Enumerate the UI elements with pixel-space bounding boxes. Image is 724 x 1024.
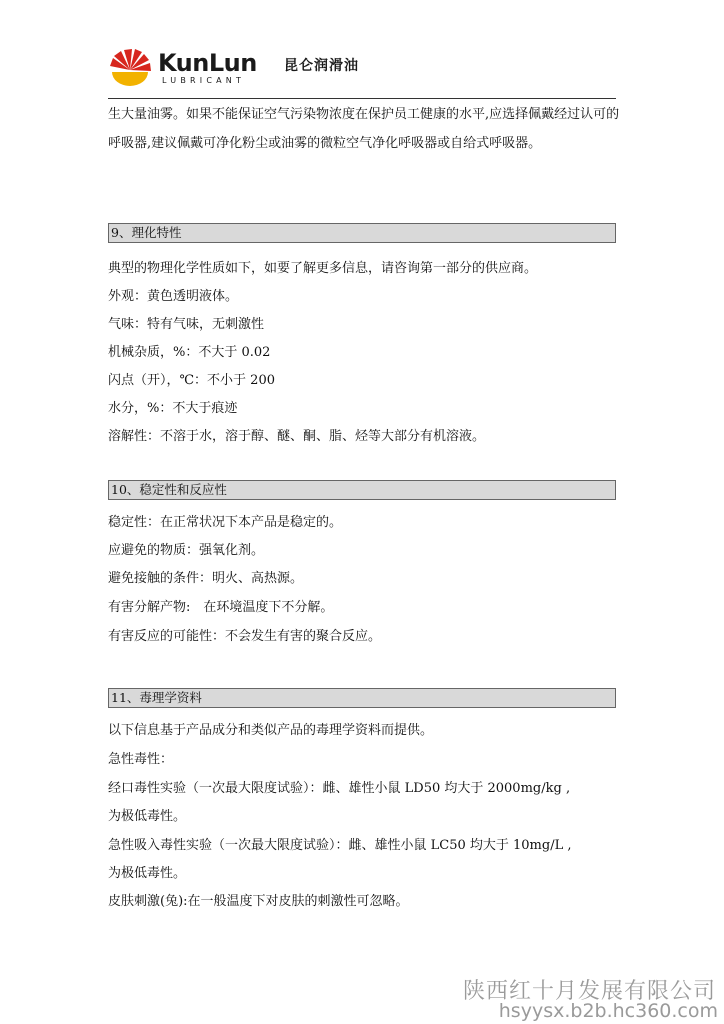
brand-subtitle: LUBRICANT [162,76,246,85]
section-9-line: 气味：特有气味，无刺激性 [108,317,265,332]
intro-paragraph: 生大量油雾。如果不能保证空气污染物浓度在保护员工健康的水平,应选择佩戴经过认可的呼吸器,建议佩戴可净化粉尘或油雾的微粒空气净化呼吸器或自给式呼吸器。 [108,107,620,151]
section-10-line: 稳定性：在正常状况下本产品是稳定的。 [108,515,343,530]
section-11-line: 经口毒性实验（一次最大限度试验）：雌、雄性小鼠 LD50 均大于 2000mg/kg , [108,781,571,796]
document-header [108,46,618,90]
section-10-line: 有害分解产物: 在环境温度下不分解。 [108,600,334,615]
watermark-url: hsyysx.b2b.hc360.com [498,1000,718,1022]
brand-name: KunLun [158,49,257,77]
section-9-heading: 9、理化特性 [108,223,616,243]
section-11-line: 急性吸入毒性实验（一次最大限度试验）：雌、雄性小鼠 LC50 均大于 10mg/L , [108,838,572,853]
section-9-line: 外观：黄色透明液体。 [108,289,239,304]
section-11-heading: 11、毒理学资料 [108,688,616,708]
section-9-line: 溶解性：不溶于水，溶于醇、醚、酮、脂、烃等大部分有机溶液。 [108,429,486,444]
section-11-line: 皮肤刺激(兔):在一般温度下对皮肤的刺激性可忽略。 [108,894,409,909]
section-10-heading: 10、稳定性和反应性 [108,480,616,500]
kunlun-sun-logo-icon [108,46,152,90]
section-11-line: 为极低毒性。 [108,809,187,824]
section-10-line: 有害反应的可能性：不会发生有害的聚合反应。 [108,629,382,644]
section-10-line: 应避免的物质：强氧化剂。 [108,543,265,558]
section-11-line: 以下信息基于产品成分和类似产品的毒理学资料而提供。 [108,723,434,738]
section-10-line: 避免接触的条件：明火、高热源。 [108,571,304,586]
section-9-line: 典型的物理化学性质如下，如要了解更多信息，请咨询第一部分的供应商。 [108,261,538,276]
section-9-line: 水分，%：不大于痕迹 [108,401,238,416]
section-11-line: 为极低毒性。 [108,866,187,881]
brand-chinese-name: 昆仑润滑油 [284,58,359,74]
section-9-line: 机械杂质，%：不大于 0.02 [108,345,271,360]
section-11-line: 急性毒性： [108,752,174,767]
section-9-line: 闪点（开），℃：不小于 200 [108,373,275,388]
watermark-company: 陕西红十月发展有限公司 [462,979,716,1004]
header-divider [108,98,616,99]
